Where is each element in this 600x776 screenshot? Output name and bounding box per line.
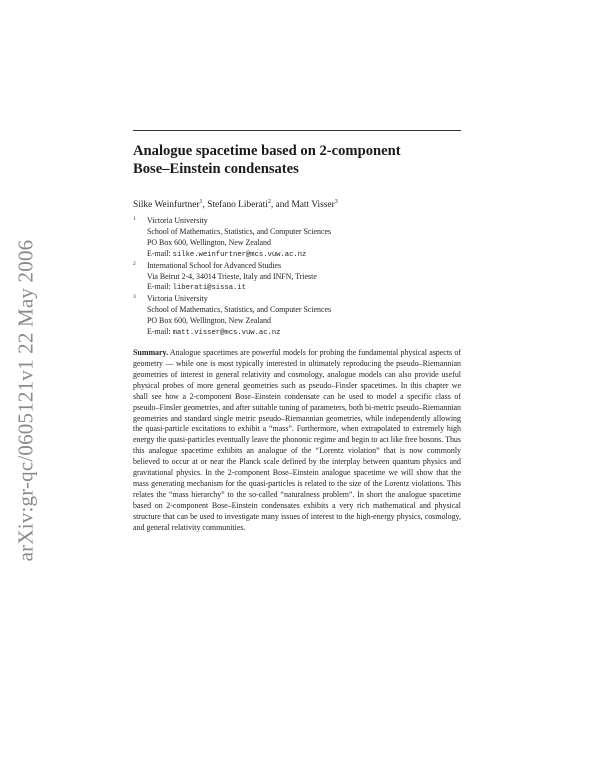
affiliation-3	[133, 294, 463, 339]
summary-text: Analogue spacetimes are powerful models for probing the fundamental physical aspects of geometry — while one is most typically interested in ultimately reproducing the pseudo–Riemannian geometries of interest in general relativity and cosmology, analogue models can also provide useful physical probes of more general geometries such as pseudo–Finsler spacetimes. In this chapter we shall see how a 2-component Bose–Einstein condensate can be used to model a specific class of pseudo–Finsler geometries, and after suitable tuning of parameters, both bi-metric pseudo–Riemannian geometries and standard single metric pseudo–Riemannian geometries, while independently allowing the quasi-particle excitations to exhibit a “mass”. Furthermore, when extrapolated to extremely high energy the quasi-particles eventually leave the phononic regime and begin to act like free bosons. Thus this analogue spacetime exhibits an analogue of the “Lorentz violation” that is now commonly believed to occur at or near the Planck scale defined by the interplay between quantum physics and gravitational physics. In the 2-component Bose–Einstein analogue spacetime we will show that the mass generating mechanism for the quasi-particles is related to the size of the Lorentz violations. This relates the “mass hierarchy” to the so-called “naturalness problem”. In short the analogue spacetime based on 2-component Bose–Einstein condensates exhibits a very rich mathematical and physical structure that can be used to investigate many issues of interest to the high-energy physics, cosmology, and general relativity communities.	[133, 348, 461, 532]
email-label: E-mail:	[147, 248, 173, 258]
arxiv-identifier-stamp	[8, 210, 44, 590]
title-line-1: Analogue spacetime based on 2-component	[133, 143, 401, 159]
abstract-summary	[133, 348, 461, 534]
affiliation-line: Victoria University	[147, 216, 208, 225]
email-label: E-mail:	[147, 282, 173, 292]
affiliation-email-line	[147, 249, 463, 261]
affiliation-2	[133, 261, 463, 295]
affiliation-line: School of Mathematics, Statistics, and Computer Sciences	[147, 305, 332, 315]
affiliation-line: Via Beirut 2-4, 34014 Trieste, Italy and INFN, Trieste	[147, 271, 317, 281]
email-address[interactable]: liberati@sissa.it	[172, 284, 246, 293]
author-name: Matt Visser	[291, 200, 335, 210]
paper-title	[133, 142, 463, 178]
email-label: E-mail:	[147, 327, 173, 337]
author-name: Stefano Liberati	[207, 200, 268, 210]
affiliation-line: School of Mathematics, Statistics, and Computer Sciences	[147, 226, 332, 236]
email-address[interactable]: matt.visser@mcs.vuw.ac.nz	[172, 329, 281, 338]
affiliation-email-line	[147, 327, 463, 339]
affiliation-1	[133, 216, 463, 261]
affiliation-number: 1	[133, 216, 136, 222]
affiliation-number: 3	[133, 294, 136, 301]
author-affiliation-mark: 2	[267, 199, 271, 205]
email-address[interactable]: silke.weinfurtner@mcs.vuw.ac.nz	[172, 250, 307, 259]
affiliation-line: PO Box 600, Wellington, New Zealand	[147, 237, 271, 247]
affiliation-email-line	[147, 282, 463, 294]
author-separator: ,	[202, 200, 208, 210]
title-line-2: Bose–Einstein condensates	[133, 161, 299, 177]
summary-heading: Summary.	[133, 348, 169, 357]
author-affiliation-mark: 3	[334, 199, 338, 205]
affiliation-line: International School for Advanced Studies	[147, 260, 282, 270]
affiliation-line: PO Box 600, Wellington, New Zealand	[147, 316, 271, 326]
author-name: Silke Weinfurtner	[133, 200, 200, 210]
arxiv-stamp-text: arXiv:gr-qc/0605121v1 22 May 2006	[13, 239, 38, 561]
author-separator: , and	[270, 200, 292, 210]
author-affiliation-mark: 1	[199, 199, 203, 205]
affiliation-line: Victoria University	[147, 294, 208, 304]
author-list	[133, 196, 338, 211]
affiliation-number: 2	[133, 260, 136, 267]
title-rule	[133, 130, 461, 131]
affiliations	[133, 216, 463, 339]
